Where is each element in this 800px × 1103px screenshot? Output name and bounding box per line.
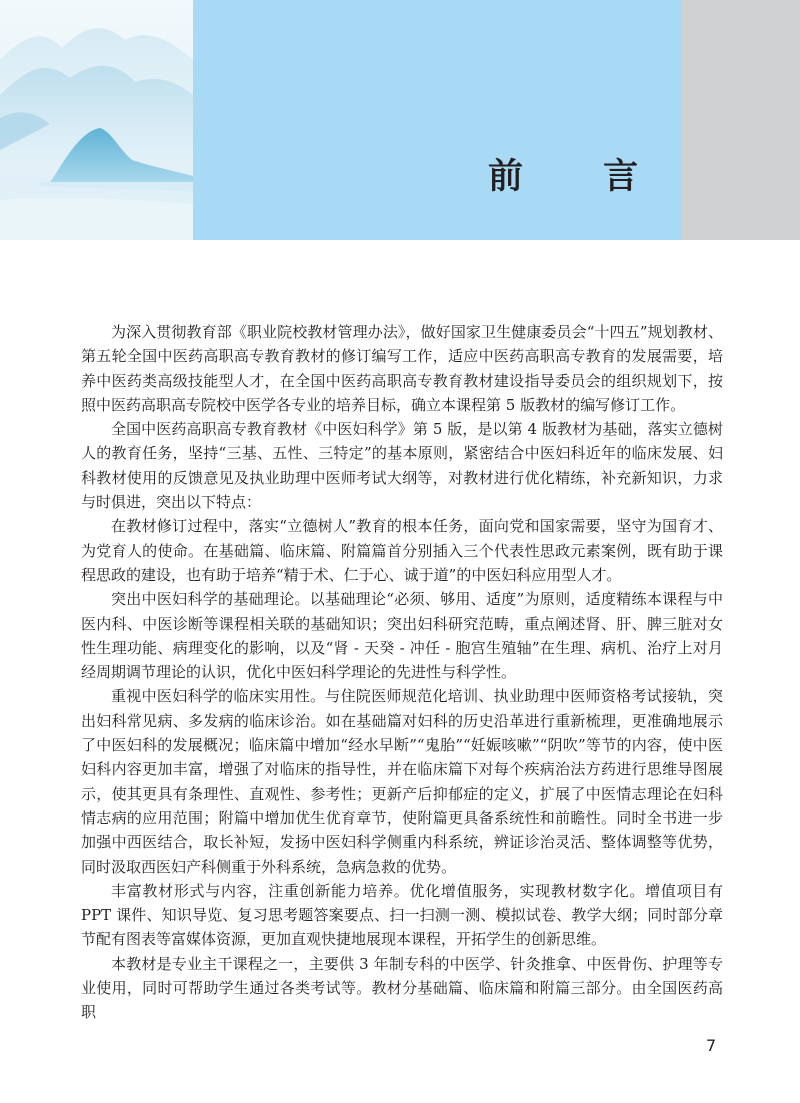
paragraph: 丰富教材形式与内容，注重创新能力培养。优化增值服务，实现教材数字化。增值项目有 PPT 课件、知识导览、复习思考题答案要点、扫一扫测一测、模拟试卷、教学大纲；同时部分章节配有图表等富媒体资源，更加直观快捷地展现本课程，开拓学生的创新思维。 xyxy=(81,881,723,949)
side-band xyxy=(682,0,800,240)
title-band xyxy=(193,0,682,240)
paragraph: 在教材修订过程中，落实“立德树人”教育的根本任务，面向党和国家需要，坚守为国育才、为党育人的使命。在基础篇、临床篇、附篇篇首分别插入三个代表性思政元素案例，既有助于课程思政的建设，也有助于培养“精于术、仁于心、诚于道”的中医妇科应用型人才。 xyxy=(81,517,723,584)
paragraph: 重视中医妇科学的临床实用性。与住院医师规范化培训、执业助理中医师资格考试接轨，突出妇科常见病、多发病的临床诊治。如在基础篇对妇科的历史沿革进行重新梳理，更准确地展示了中医妇科的发展概况；临床篇中增加“经水早断”“鬼胎”“妊娠咳嗽”“阴吹”等节的内容，使中医妇科内容更加丰富，增强了对临床的指导性，并在临床篇下对每个疾病治法方药进行思维导图展示，使其更具有条理性、直观性、参考性；更新产后抑郁症的定义，扩展了中医情志理论在妇科情志病的应用范围；附篇中增加优生优育章节，使附篇更具备系统性和前瞻性。同时全书进一步加强中西医结合，取长补短，发扬中医妇科学侧重内科系统，辨证诊治灵活、整体调整等优势，同时汲取西医妇产科侧重于外科系统，急病急救的优势。 xyxy=(81,687,723,876)
paragraph: 本教材是专业主干课程之一，主要供 3 年制专科的中医学、针灸推拿、中医骨伤、护理等专业使用，同时可帮助学生通过各类考试等。教材分基础篇、临床篇和附篇三部分。由全国医药高职 xyxy=(81,954,723,1022)
body-text xyxy=(81,320,723,1025)
mountain-landscape-icon xyxy=(0,0,193,240)
page-number: 7 xyxy=(706,1036,717,1055)
paragraph: 全国中医药高职高专教育教材《中医妇科学》第 5 版，是以第 4 版教材为基础，落实立德树人的教育任务，坚持“三基、五性、三特定”的基本原则，紧密结合中医妇科近年的临床发展、妇科教材使用的反馈意见及执业助理中医师考试大纲等，对教材进行优化精练，补充新知识，力求与时俱进，突出以下特点： xyxy=(81,420,723,512)
page-title: 前 言 xyxy=(488,156,673,197)
header-illustration xyxy=(0,0,193,240)
paragraph: 为深入贯彻教育部《职业院校教材管理办法》，做好国家卫生健康委员会“十四五”规划教材、第五轮全国中医药高职高专教育教材的修订编写工作，适应中医药高职高专教育的发展需要，培养中医药类高级技能型人才，在全国中医药高职高专教育教材建设指导委员会的组织规划下，按照中医药高职高专院校中医学各专业的培养目标，确立本课程第 5 版教材的编写修订工作。 xyxy=(81,323,723,414)
paragraph: 突出中医妇科学的基础理论。以基础理论“必须、够用、适度”为原则，适度精练本课程与中医内科、中医诊断等课程相关联的基础知识；突出妇科研究范畴，重点阐述肾、肝、脾三脏对女性生理功能、病理变化的影响，以及“肾 - 天癸 - 冲任 - 胞宫生殖轴”在生理、病机、治疗上对月经周期调节理论的认识，优化中医妇科学理论的先进性与科学性。 xyxy=(81,590,723,682)
